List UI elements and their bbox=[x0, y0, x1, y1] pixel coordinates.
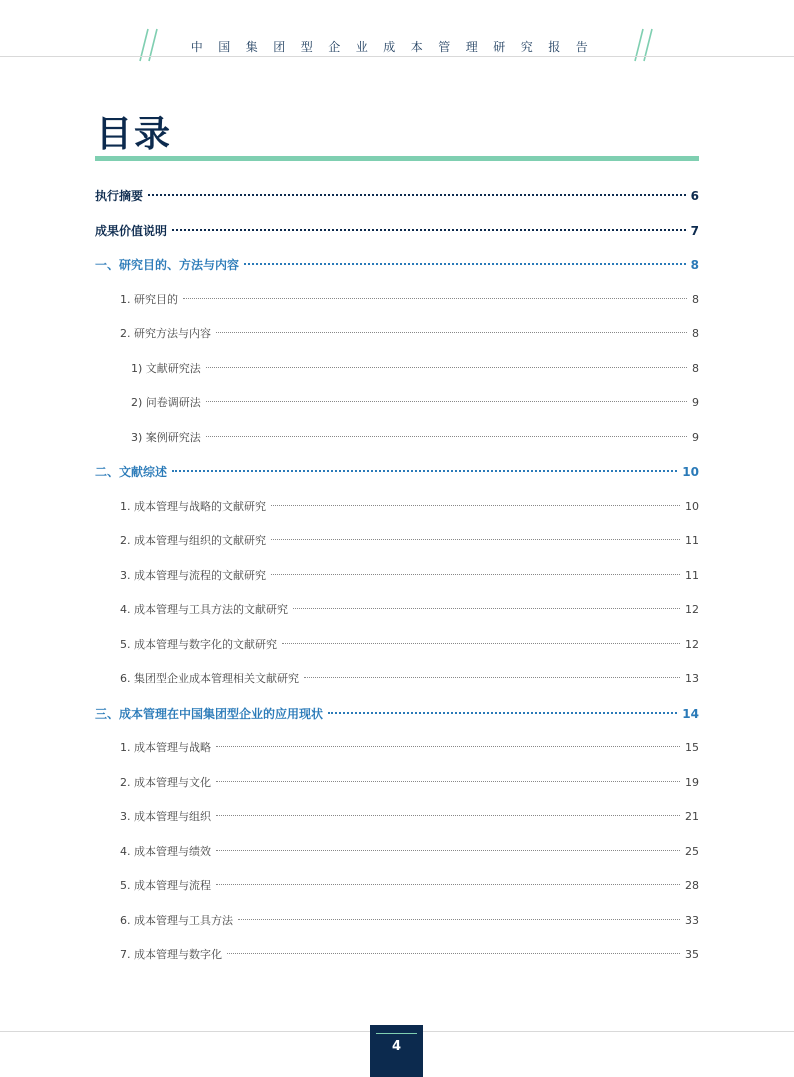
dot-leader bbox=[216, 815, 680, 816]
dot-leader bbox=[172, 470, 677, 472]
toc-entry-page: 8 bbox=[690, 258, 699, 272]
toc-entry-page: 28 bbox=[685, 879, 699, 892]
toc-entry-page: 6 bbox=[690, 189, 699, 203]
toc-entry-label: 6. 成本管理与工具方法 bbox=[120, 913, 233, 927]
toc-entry-page: 11 bbox=[685, 568, 699, 582]
toc-entry-page: 14 bbox=[682, 706, 699, 721]
toc-subsubentry[interactable] bbox=[95, 421, 699, 456]
toc-entry-page: 12 bbox=[685, 603, 699, 616]
report-header-title: 中国集团型企业成本管理研究报告 bbox=[190, 40, 604, 54]
dot-leader bbox=[216, 850, 680, 851]
dot-leader bbox=[328, 712, 677, 714]
title-underline bbox=[95, 156, 699, 161]
toc-subentry[interactable] bbox=[95, 662, 699, 697]
toc-entry-label: 2. 研究方法与内容 bbox=[120, 327, 211, 340]
page-number: 4 bbox=[391, 1039, 402, 1054]
dot-leader bbox=[282, 643, 680, 644]
dot-leader bbox=[271, 539, 680, 540]
toc-entry-label: 7. 成本管理与数字化 bbox=[120, 948, 222, 961]
dot-leader bbox=[216, 332, 687, 333]
header-divider bbox=[0, 56, 794, 57]
toc-entry-label: 2. 成本管理与组织的文献研究 bbox=[120, 534, 266, 547]
toc-subentry[interactable] bbox=[95, 938, 699, 973]
dot-leader bbox=[172, 229, 686, 231]
toc-subentry[interactable] bbox=[95, 593, 699, 628]
dot-leader bbox=[271, 505, 680, 506]
toc-entry-label: 执行摘要 bbox=[95, 189, 144, 203]
toc-section-3[interactable] bbox=[95, 697, 699, 732]
toc-entry-label: 成果价值说明 bbox=[95, 223, 168, 238]
toc-entry-page: 9 bbox=[692, 430, 699, 444]
dot-leader bbox=[206, 401, 687, 402]
dot-leader bbox=[206, 436, 687, 437]
toc-subsubentry[interactable] bbox=[95, 352, 699, 387]
toc-entry-label: 5. 成本管理与数字化的文献研究 bbox=[120, 637, 277, 651]
dot-leader bbox=[304, 677, 680, 678]
toc-entry-label: 6. 集团型企业成本管理相关文献研究 bbox=[120, 672, 299, 685]
table-of-contents bbox=[95, 179, 699, 973]
toc-entry-page: 33 bbox=[685, 913, 699, 927]
toc-subentry[interactable] bbox=[95, 524, 699, 559]
toc-entry-page: 35 bbox=[685, 948, 699, 961]
toc-entry-label: 5. 成本管理与流程 bbox=[120, 879, 211, 892]
toc-subentry[interactable] bbox=[95, 317, 699, 352]
dot-leader bbox=[271, 574, 680, 575]
toc-entry-label: 2) 问卷调研法 bbox=[131, 396, 201, 409]
toc-subentry[interactable] bbox=[95, 904, 699, 939]
toc-entry-page: 7 bbox=[690, 223, 699, 238]
dot-leader bbox=[216, 746, 680, 747]
toc-entry-page: 15 bbox=[685, 741, 699, 754]
toc-entry-page: 25 bbox=[685, 844, 699, 858]
toc-entry-value-statement[interactable] bbox=[95, 214, 699, 249]
page-number-badge bbox=[370, 1025, 423, 1077]
toc-entry-executive-summary[interactable] bbox=[95, 179, 699, 214]
toc-entry-label: 1) 文献研究法 bbox=[131, 361, 201, 375]
toc-section-2[interactable] bbox=[95, 455, 699, 490]
toc-entry-page: 8 bbox=[692, 327, 699, 340]
toc-subentry[interactable] bbox=[95, 800, 699, 835]
dot-leader bbox=[148, 194, 686, 196]
toc-entry-page: 12 bbox=[685, 637, 699, 651]
toc-entry-label: 1. 成本管理与战略 bbox=[120, 741, 211, 754]
toc-subentry[interactable] bbox=[95, 628, 699, 663]
toc-entry-label: 三、成本管理在中国集团型企业的应用现状 bbox=[95, 706, 324, 721]
toc-subentry[interactable] bbox=[95, 731, 699, 766]
toc-section-1[interactable] bbox=[95, 248, 699, 283]
toc-entry-page: 11 bbox=[685, 534, 699, 547]
toc-entry-label: 1. 成本管理与战略的文献研究 bbox=[120, 499, 266, 513]
toc-entry-label: 2. 成本管理与文化 bbox=[120, 775, 211, 789]
dot-leader bbox=[183, 298, 687, 299]
toc-subentry[interactable] bbox=[95, 869, 699, 904]
toc-subentry[interactable] bbox=[95, 283, 699, 318]
toc-entry-page: 8 bbox=[692, 361, 699, 375]
dot-leader bbox=[244, 263, 686, 265]
toc-subentry[interactable] bbox=[95, 766, 699, 801]
toc-entry-label: 二、文献综述 bbox=[95, 465, 168, 479]
toc-subentry[interactable] bbox=[95, 559, 699, 594]
toc-entry-page: 10 bbox=[682, 465, 699, 479]
toc-entry-label: 3. 成本管理与组织 bbox=[120, 810, 211, 823]
toc-entry-label: 一、研究目的、方法与内容 bbox=[95, 258, 240, 272]
toc-entry-page: 10 bbox=[685, 499, 699, 513]
page-title: 目录 bbox=[96, 114, 173, 155]
toc-entry-page: 19 bbox=[685, 775, 699, 789]
toc-subentry[interactable] bbox=[95, 835, 699, 870]
toc-entry-page: 9 bbox=[692, 396, 699, 409]
toc-entry-label: 4. 成本管理与绩效 bbox=[120, 844, 211, 858]
toc-subsubentry[interactable] bbox=[95, 386, 699, 421]
toc-entry-page: 21 bbox=[685, 810, 699, 823]
toc-entry-page: 13 bbox=[685, 672, 699, 685]
dot-leader bbox=[238, 919, 680, 920]
toc-entry-label: 3) 案例研究法 bbox=[131, 430, 201, 444]
dot-leader bbox=[216, 884, 680, 885]
toc-entry-label: 1. 研究目的 bbox=[120, 292, 178, 306]
toc-entry-page: 8 bbox=[692, 292, 699, 306]
dot-leader bbox=[216, 781, 680, 782]
dot-leader bbox=[293, 608, 680, 609]
toc-subentry[interactable] bbox=[95, 490, 699, 525]
dot-leader bbox=[227, 953, 680, 954]
dot-leader bbox=[206, 367, 687, 368]
toc-entry-label: 3. 成本管理与流程的文献研究 bbox=[120, 568, 266, 582]
toc-entry-label: 4. 成本管理与工具方法的文献研究 bbox=[120, 603, 288, 616]
